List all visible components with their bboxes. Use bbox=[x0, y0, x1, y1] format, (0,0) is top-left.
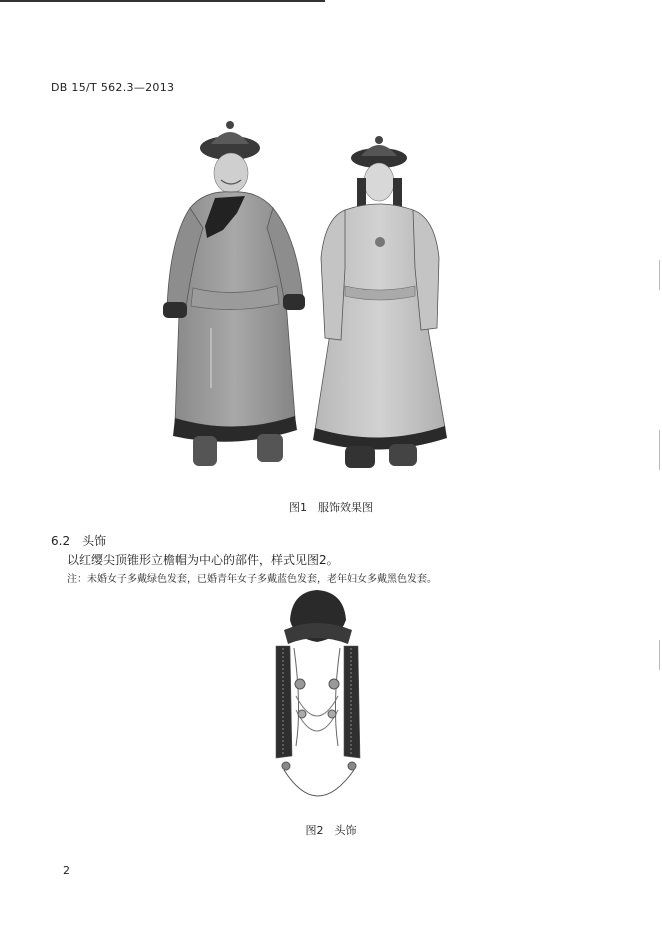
note-text: 注：未婚女子多戴绿色发套，已婚青年女子多戴蓝色发套，老年妇女多戴黑色发套。 bbox=[67, 574, 437, 585]
section-heading bbox=[51, 532, 118, 549]
document-id: DB 15/T 562.3—2013 bbox=[51, 81, 175, 94]
body-paragraph: 以红缨尖顶锥形立檐帽为中心的部件，样式见图2。 bbox=[67, 553, 339, 567]
woman-figure bbox=[313, 136, 447, 468]
scan-edge-mark bbox=[659, 260, 660, 290]
top-rule bbox=[0, 0, 325, 2]
costume-illustration bbox=[145, 118, 475, 480]
figure1-caption: 图1 服饰效果图 bbox=[289, 501, 373, 514]
section-number: 6.2 bbox=[51, 534, 71, 548]
scan-edge-mark bbox=[659, 640, 660, 670]
section-title: 头饰 bbox=[82, 534, 107, 548]
headdress-illustration bbox=[262, 586, 372, 808]
figure2-caption: 图2 头饰 bbox=[305, 824, 357, 837]
man-figure bbox=[163, 121, 305, 466]
page-number: 2 bbox=[63, 864, 70, 877]
scan-edge-mark bbox=[659, 430, 660, 470]
